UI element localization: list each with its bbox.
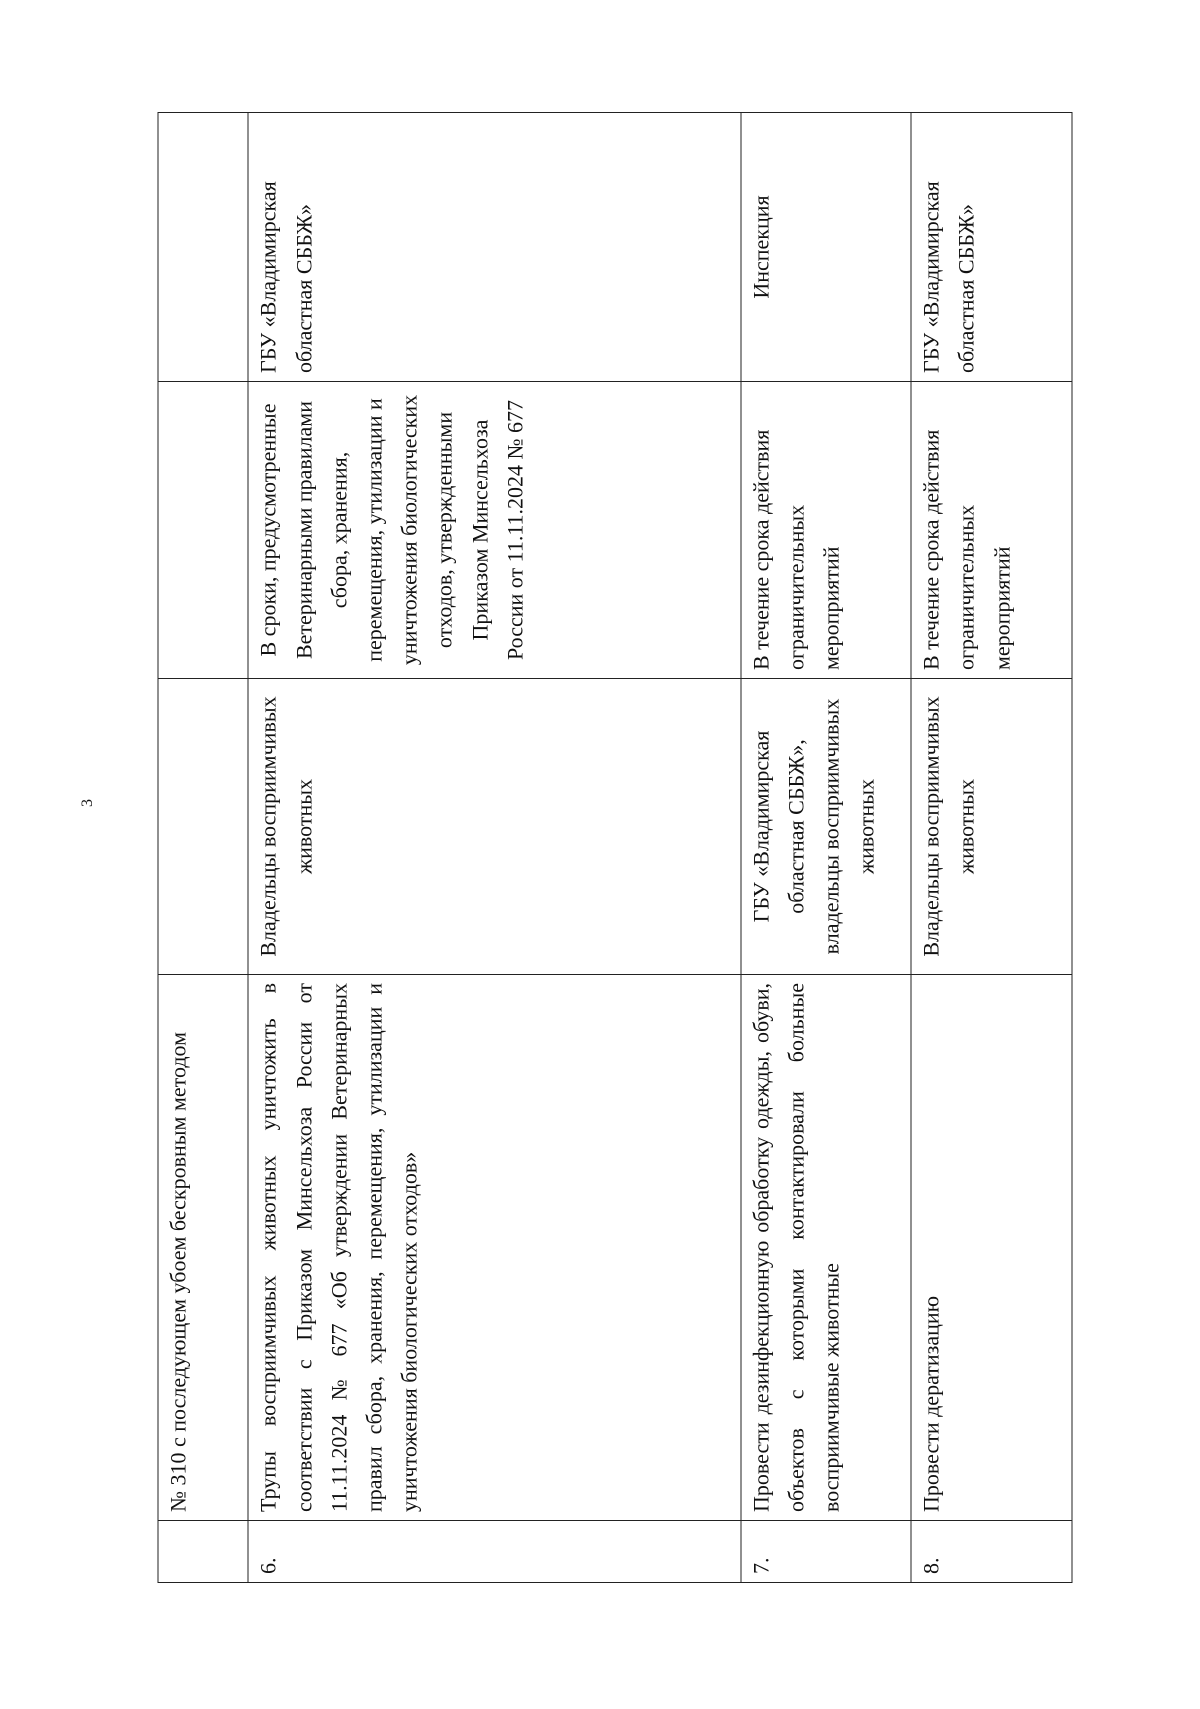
responsible-cell: ГБУ «Владимирская областная СББЖ», владельцы восприимчивых животных	[741, 679, 912, 975]
row-number: 6.	[248, 1521, 740, 1583]
action-cell: Провести дезинфекционную обработку одежды, обуви, объектов с которыми контактировали больные восприимчивые животные	[741, 975, 912, 1521]
table-row	[741, 113, 912, 1583]
responsible-cell	[158, 679, 248, 975]
row-number: 7.	[741, 1521, 912, 1583]
action-cell: Провести дератизацию	[911, 975, 1072, 1521]
action-cell: Трупы восприимчивых животных уничтожить в соответствии с Приказом Минсельхоза России от 11.11.2024 № 677 «Об утверждении Ветеринарных правил сбора, хранения, перемещения, утилизации и уничтожения биологических отходов»	[248, 975, 740, 1521]
row-number	[158, 1521, 248, 1583]
deadline-cell: В сроки, предусмотренные Ветеринарными правилами сбора, хранения, перемещения, утилизации и уничтожения биологических отходов, утвержденными Приказом Минсельхоза России от 11.11.2024 № 677	[248, 382, 740, 679]
deadline-cell: В течение срока действия ограничительных мероприятий	[911, 382, 1072, 679]
table-row	[248, 113, 740, 1583]
deadline-cell: В течение срока действия ограничительных мероприятий	[741, 382, 912, 679]
control-cell	[158, 113, 248, 382]
control-cell: Инспекция	[741, 113, 912, 382]
row-number: 8.	[911, 1521, 1072, 1583]
control-cell: ГБУ «Владимирская областная СББЖ»	[911, 113, 1072, 382]
measures-table	[158, 112, 1073, 1583]
responsible-cell: Владельцы восприимчивых животных	[248, 679, 740, 975]
action-cell: № 310 с последующем убоем бескровным методом	[158, 975, 248, 1521]
table-row	[911, 113, 1072, 1583]
page-number: 3	[79, 799, 96, 807]
control-cell: ГБУ «Владимирская областная СББЖ»	[248, 113, 740, 382]
table-row	[158, 113, 248, 1583]
responsible-cell: Владельцы восприимчивых животных	[911, 679, 1072, 975]
deadline-cell	[158, 382, 248, 679]
rotated-table-wrapper	[158, 113, 1073, 1583]
